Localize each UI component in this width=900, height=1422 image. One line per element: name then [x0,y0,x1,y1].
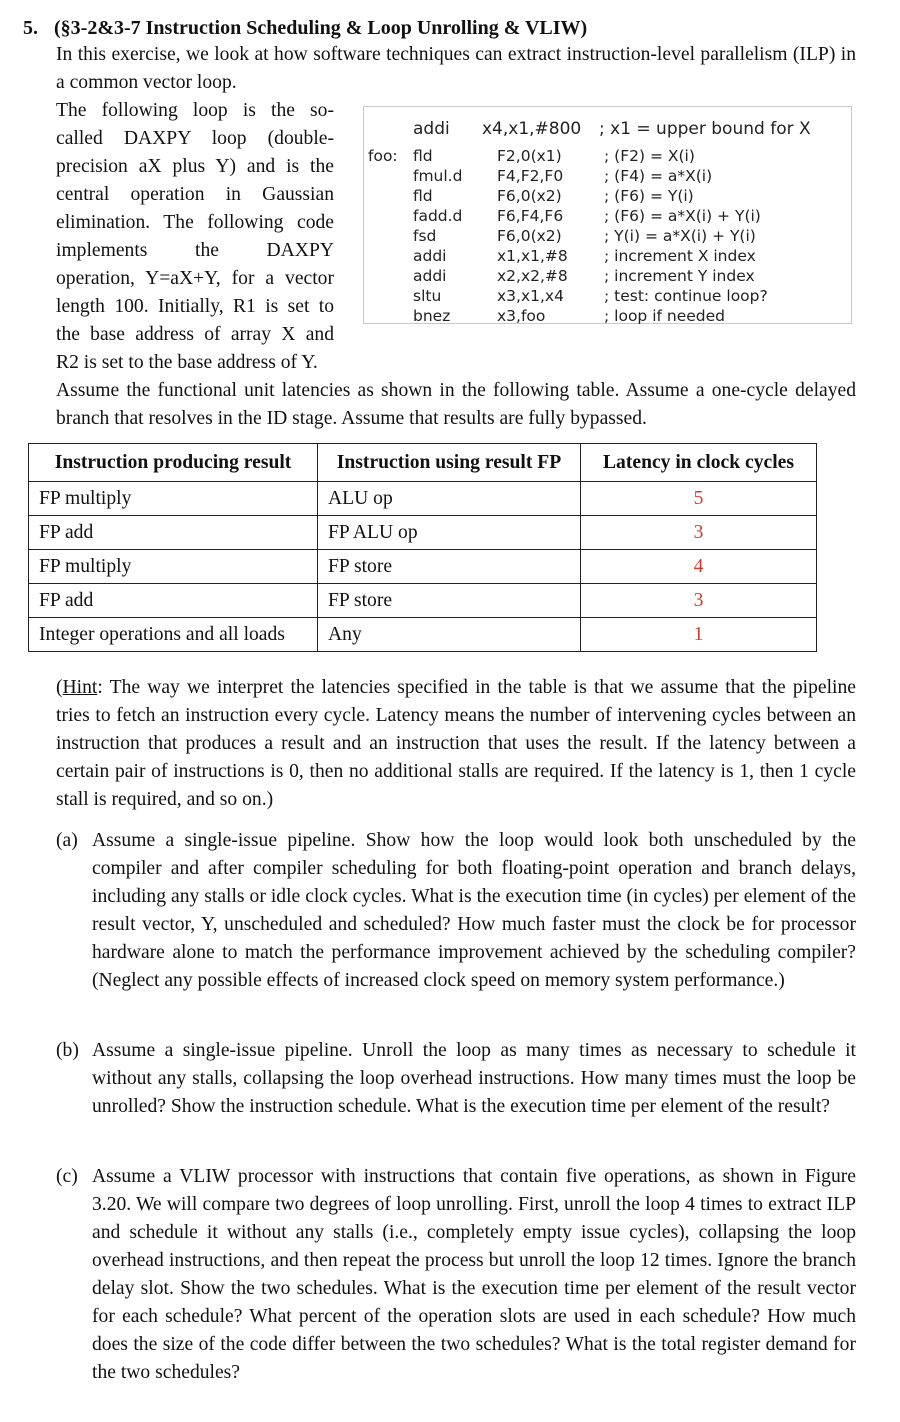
description-line: the base address of array X and [56,324,334,345]
question-text: Assume a single-issue pipeline. Unroll the loop as many times as necessary to schedule it without any stalls, collapsing the loop overhead instructions. How many times must the loop be unrolled? Show the instruction schedule. What is the execution time per element of the result? [92,1040,856,1117]
consumer-cell: Any [318,618,581,652]
latency-cell: 3 [581,516,817,550]
code-operands: x3,x1,x4 [497,287,564,305]
description-line: precision aX plus Y) and is the [56,156,334,177]
code-operands: x4,x1,#800 [482,119,582,139]
column-header: Instruction producing result [29,444,318,482]
code-operands: x1,x1,#8 [497,247,568,265]
code-operands: F2,0(x1) [497,147,562,165]
question-c [56,1163,856,1387]
daxpy-description [56,97,334,349]
code-label: foo: [368,147,398,165]
column-header: Latency in clock cycles [581,444,817,482]
code-comment: ; loop if needed [604,307,725,325]
code-opcode: fsd [413,227,437,245]
question-label: (b) [56,1040,79,1061]
latency-cell: 3 [581,584,817,618]
code-comment: ; x1 = upper bound for X [599,119,811,139]
code-opcode: sltu [413,287,442,305]
code-opcode: fld [413,187,433,205]
code-opcode: addi [413,267,447,285]
code-comment: ; test: continue loop? [604,287,768,305]
daxpy-code-listing [363,106,852,324]
code-opcode: fld [413,147,433,165]
column-header: Instruction using result FP [318,444,581,482]
hint-text: : The way we interpret the latencies specified in the table is that we assume that the pipeline tries to fetch an instruction every cycle. Latency means the number of intervening cycles between an instruction that produces a result and an instruction that uses the result. If the latency between a certain pair of instructions is 0, then no additional stalls are required. If the latency is 1, then 1 cycle stall is required, and so on.) [56,677,856,810]
code-opcode: addi [413,247,447,265]
producer-cell: FP multiply [29,550,318,584]
question-text: Assume a VLIW processor with instructions that contain five operations, as shown in Figure 3.20. We will compare two degrees of loop unrolling. First, unroll the loop 4 times to extract ILP and schedule it without any stalls (i.e., completely empty issue cycles), collapsing the loop overhead instructions, and then repeat the process but unroll the loop 12 times. Ignore the branch delay slot. Show the two schedules. What is the execution time per element of the result vector for each schedule? What percent of the operation slots are used in each schedule? How much does the size of the code differ between the two schedules? What is the total register demand for the two schedules? [92,1166,856,1383]
code-opcode: addi [413,119,450,139]
description-line: operation, Y=aX+Y, for a vector [56,268,334,289]
code-opcode: fadd.d [413,207,463,225]
description-line: elimination. The following code [56,212,334,233]
latency-cell: 1 [581,618,817,652]
code-opcode: fmul.d [413,167,463,185]
code-comment: ; (F6) = a*X(i) + Y(i) [604,207,761,225]
producer-cell: FP multiply [29,482,318,516]
consumer-cell: FP store [318,550,581,584]
description-line: length 100. Initially, R1 is set to [56,296,334,317]
code-operands: F6,0(x2) [497,187,562,205]
question-a [56,827,856,995]
assumption-paragraph: Assume the functional unit latencies as shown in the following table. Assume a one-cycle delayed branch that resolves in the ID stage. Assume that results are fully bypassed. [56,380,856,429]
code-comment: ; (F6) = Y(i) [604,187,694,205]
hint-label: Hint [62,677,98,698]
intro-paragraph: In this exercise, we look at how software techniques can extract instruction-level parallelism (ILP) in a common vector loop. [56,44,856,93]
code-operands: F4,F2,F0 [497,167,564,185]
consumer-cell: ALU op [318,482,581,516]
hint-open-paren: ( [56,677,63,698]
producer-cell: FP add [29,584,318,618]
table-header-row [29,444,817,482]
producer-cell: FP add [29,516,318,550]
table-row [29,516,817,550]
description-line: central operation in Gaussian [56,184,334,205]
code-comment: ; (F4) = a*X(i) [604,167,713,185]
code-operands: x3,foo [497,307,546,325]
code-opcode: bnez [413,307,451,325]
code-operands: F6,0(x2) [497,227,562,245]
exercise-number: 5. [23,17,38,39]
code-operands: F6,F4,F6 [497,207,564,225]
description-line: R2 is set to the base address of Y. [56,352,318,373]
consumer-cell: FP store [318,584,581,618]
hint-paragraph [56,674,856,814]
question-label: (a) [56,830,78,851]
table-row [29,482,817,516]
consumer-cell: FP ALU op [318,516,581,550]
table-row [29,550,817,584]
table-row [29,618,817,652]
description-line: The following loop is the so- [56,100,334,121]
producer-cell: Integer operations and all loads [29,618,318,652]
question-text: Assume a single-issue pipeline. Show how the loop would look both unscheduled by the compiler and after compiler scheduling for both floating-point operation and branch delays, including any stalls or idle clock cycles. What is the execution time (in cycles) per element of the result vector, Y, unscheduled and scheduled? How much faster must the clock be for processor hardware alone to match the performance improvement achieved by the scheduling compiler? (Neglect any possible effects of increased clock speed on memory system performance.) [92,830,856,991]
code-comment: ; increment X index [604,247,756,265]
question-label: (c) [56,1166,78,1187]
code-operands: x2,x2,#8 [497,267,568,285]
code-comment: ; Y(i) = a*X(i) + Y(i) [604,227,756,245]
latency-cell: 4 [581,550,817,584]
code-comment: ; (F2) = X(i) [604,147,695,165]
exercise-heading [23,14,587,42]
question-b [56,1037,856,1121]
description-line: called DAXPY loop (double- [56,128,334,149]
latency-cell: 5 [581,482,817,516]
table-row [29,584,817,618]
exercise-title: (§3-2&3-7 Instruction Scheduling & Loop Unrolling & VLIW) [54,17,588,39]
code-comment: ; increment Y index [604,267,755,285]
description-line: implements the DAXPY [56,240,334,261]
latency-table [28,443,817,652]
